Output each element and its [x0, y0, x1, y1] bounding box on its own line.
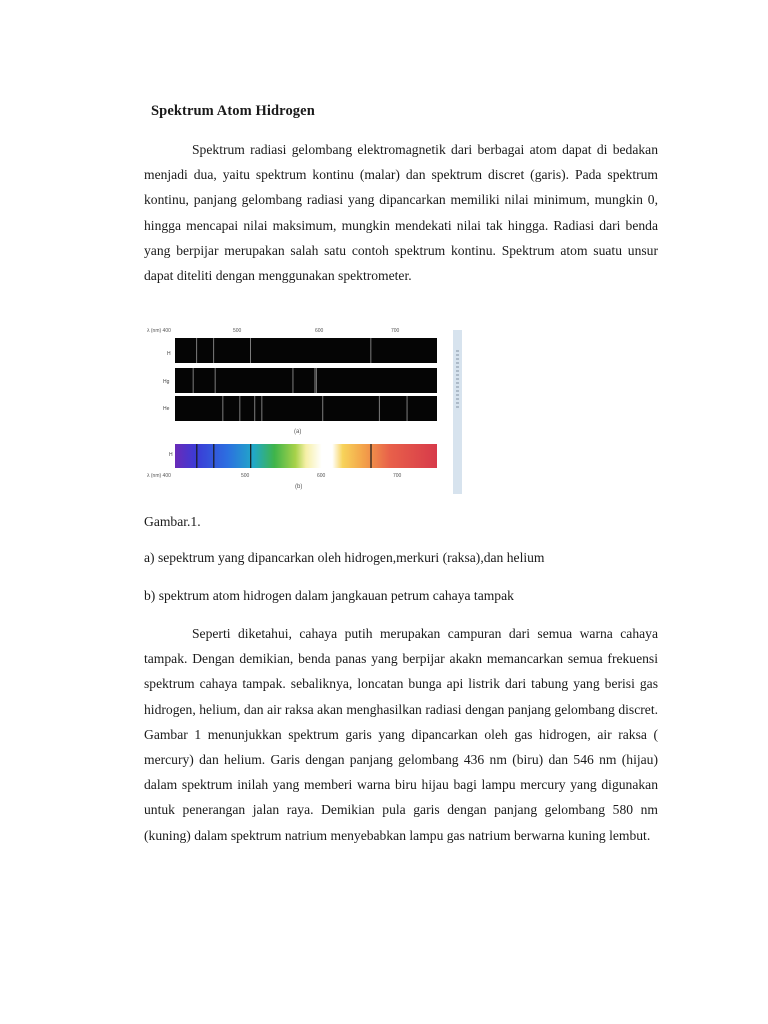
bottom-axis-label: λ (nm) 400 — [147, 473, 171, 479]
row-label-hg: Hg — [163, 379, 170, 385]
document-title: Spektrum Atom Hidrogen — [151, 103, 315, 119]
figure-caption-title: Gambar.1. — [144, 514, 201, 529]
top-axis-label: λ (nm) 400 — [147, 328, 171, 334]
top-tick-label: 500 — [233, 328, 242, 334]
bottom-row-label: H — [169, 452, 173, 458]
panel-a-label: (a) — [294, 429, 302, 435]
emission-line-he — [379, 396, 380, 421]
panel-b-label: (b) — [295, 484, 303, 490]
bottom-tick-label: 600 — [317, 473, 326, 479]
helium-emission-band — [175, 396, 437, 421]
emission-line-hg — [315, 368, 316, 393]
spectrum-figure-svg — [145, 326, 463, 494]
absorption-line — [213, 444, 214, 468]
absorption-line — [370, 444, 371, 468]
bottom-tick-label: 500 — [241, 473, 250, 479]
figure-side-strip-text — [456, 350, 459, 410]
top-tick-label: 700 — [391, 328, 400, 334]
emission-line-he — [261, 396, 262, 421]
bottom-tick-label: 700 — [393, 473, 402, 479]
absorption-line — [250, 444, 251, 468]
emission-line-he — [322, 396, 323, 421]
emission-line-hg — [293, 368, 294, 393]
top-tick-label: 600 — [315, 328, 324, 334]
paragraph-body: Seperti diketahui, cahaya putih merupakan campuran dari semua warna cahaya tampak. Dengan demikian, benda panas yang berpijar akakn memancarkan semua frekuensi spektrum cahaya tampak. sebaliknya, loncatan bunga api listrik dari tabung yang berisi gas hidrogen, helium, dan air raksa akan menghasilkan radiasi dengan panjang gelombang discret. Gambar 1 menunjukkan spektrum garis yang dipancarkan oleh gas hidrogen, air raksa ( mercury) dan helium. Garis dengan panjang gelombang 436 nm (biru) dan 546 nm (hijau) dalam spektrum inilah yang memberi warna biru hijau bagi lampu mercury yang digunakan untuk penerangan jalan raya. Demikian pula garis dengan panjang gelombang 580 nm (kuning) dalam spektrum natrium menyebabkan lampu gas natrium berwarna kuning lembut. — [144, 626, 658, 843]
paragraph-intro: Spektrum radiasi gelombang elektromagnetik dari berbagai atom dapat di bedakan menjadi dua, yaitu spektrum kontinu (malar) dan spektrum discret (garis). Pada spektrum kontinu, panjang gelombang radiasi yang dipancarkan memiliki nilai minimum, mungkin 0, hingga mencapai nilai maksimum, mungkin mendekati nilai tak hingga. Radiasi dari benda yang berpijar merupakan salah satu contoh spektrum kontinu. Spektrum atom suatu unsur dapat diteliti dengan menggunakan spektrometer. — [144, 142, 658, 284]
emission-line-he — [254, 396, 255, 421]
emission-line-h — [196, 338, 197, 363]
emission-line-he — [407, 396, 408, 421]
emission-line-he — [239, 396, 240, 421]
emission-line-hg — [193, 368, 194, 393]
figure-caption-b: b) spektrum atom hidrogen dalam jangkauan petrum cahaya tampak — [144, 588, 514, 603]
emission-line-h — [213, 338, 214, 363]
emission-line-hg — [316, 368, 317, 393]
row-label-h: H — [167, 351, 171, 357]
emission-line-h — [250, 338, 251, 363]
figure-caption-a: a) sepektrum yang dipancarkan oleh hidrogen,merkuri (raksa),dan helium — [144, 550, 545, 565]
absorption-line — [196, 444, 197, 468]
emission-line-he — [222, 396, 223, 421]
emission-line-hg — [215, 368, 216, 393]
mercury-emission-band — [175, 368, 437, 393]
spectrum-figure — [145, 326, 463, 494]
row-label-he: He — [163, 406, 170, 412]
emission-line-h — [370, 338, 371, 363]
hydrogen-emission-band — [175, 338, 437, 363]
